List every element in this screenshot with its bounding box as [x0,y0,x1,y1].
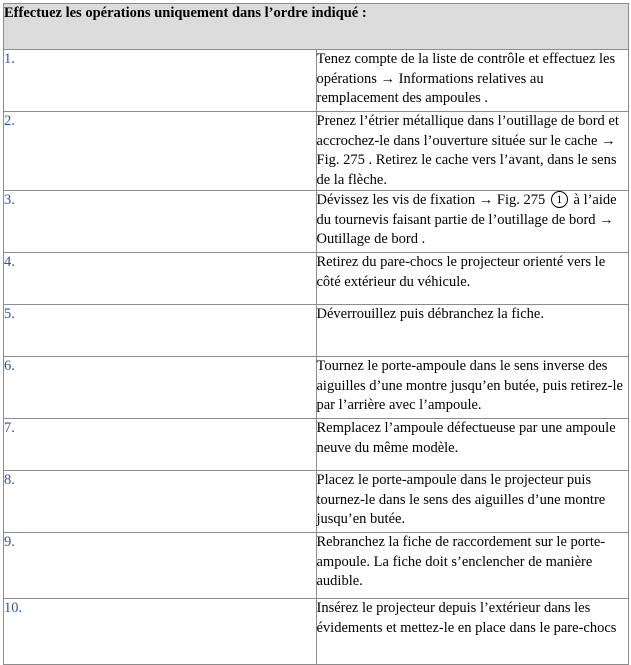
step-text: Tenez compte de la liste de contrôle et effectuez les opérations → Informations relatives au remplacement des ampoules . [316,50,629,112]
step-row-5 [4,305,629,357]
step-number: 10. [4,599,317,665]
step-text: Déverrouillez puis débranchez la fiche. [316,305,629,357]
step-row-7 [4,419,629,471]
step-number: 7. [4,419,317,471]
step-text: Prenez l’étrier métallique dans l’outillage de bord et accrochez-le dans l’ouverture située sur le cache → Fig. 275 . Retirez le cache vers l’avant, dans le sens de la flèche. [316,112,629,191]
step-row-8 [4,471,629,533]
step-row-1 [4,50,629,112]
step-text-before: Dévissez les vis de fixation → Fig. 275 [316,192,549,208]
step-row-4 [4,253,629,305]
step-row-3 [4,191,629,253]
callout-number-icon: 1 [551,191,568,208]
step-number: 1. [4,50,317,112]
step-number: 6. [4,357,317,419]
step-text-after: à l’aide du tournevis faisant partie de l’outillage de bord → Outillage de bord . [316,192,617,247]
step-text: Retirez du pare-chocs le projecteur orienté vers le côté extérieur du véhicule. [316,253,629,305]
step-text: Insérez le projecteur depuis l’extérieur dans les évidements et mettez-le en place dans le pare-chocs [316,599,629,665]
step-row-2 [4,112,629,191]
step-text: Placez le porte-ampoule dans le projecteur puis tournez-le dans le sens des aiguilles d’une montre jusqu’en butée. [316,471,629,533]
step-number: 4. [4,253,317,305]
step-row-10 [4,599,629,665]
step-row-6 [4,357,629,419]
step-number: 3. [4,191,317,253]
step-text [316,191,629,253]
step-number: 9. [4,533,317,599]
step-text: Remplacez l’ampoule défectueuse par une ampoule neuve du même modèle. [316,419,629,471]
step-number: 2. [4,112,317,191]
step-text: Tournez le porte-ampoule dans le sens inverse des aiguilles d’une montre jusqu’en butée, puis retirez-le par l’arrière avec l’ampoule. [316,357,629,419]
table-header-row [4,4,629,50]
step-number: 5. [4,305,317,357]
instructions-table [3,3,629,665]
step-row-9 [4,533,629,599]
table-header: Effectuez les opérations uniquement dans l’ordre indiqué : [4,4,629,50]
step-number: 8. [4,471,317,533]
step-text: Rebranchez la fiche de raccordement sur le porte-ampoule. La fiche doit s’enclencher de manière audible. [316,533,629,599]
